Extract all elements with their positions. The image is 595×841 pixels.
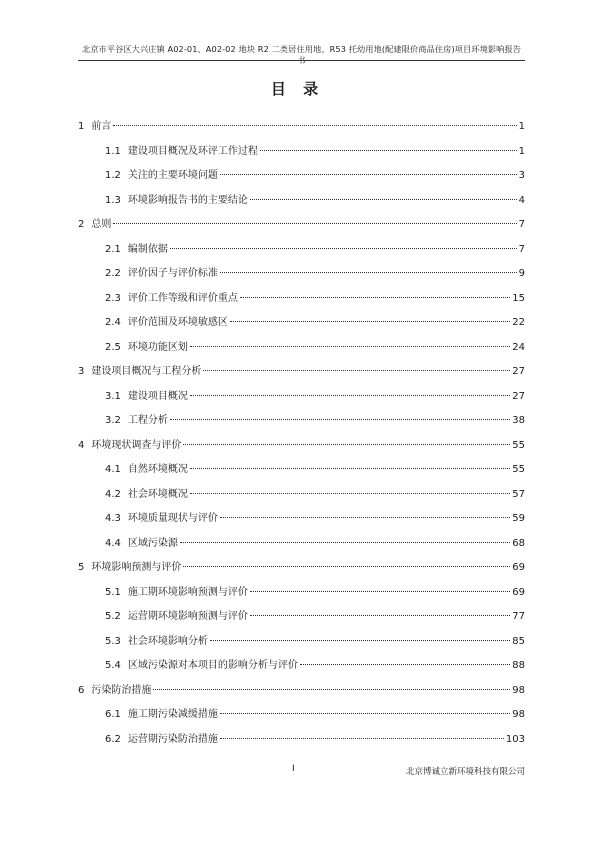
toc-dot-leader — [210, 640, 510, 641]
toc-entry-page: 85 — [512, 635, 525, 647]
toc-entry-number: 4.2 — [105, 488, 121, 500]
toc-entry-page: 4 — [518, 194, 525, 206]
toc-dot-leader — [190, 493, 510, 494]
toc-entry-page: 7 — [518, 219, 525, 230]
toc-entry-title: 建设项目概况与工程分析 — [91, 366, 202, 377]
toc-entry-title: 建设项目概况及环评工作过程 — [127, 145, 258, 157]
toc-entry-number: 2.3 — [105, 292, 121, 304]
toc-dot-leader — [220, 738, 504, 739]
toc-entry-page: 59 — [512, 513, 525, 524]
toc-entry[interactable] — [78, 191, 525, 216]
toc-entry-number: 2.2 — [105, 268, 121, 279]
toc-dot-leader — [113, 223, 516, 224]
toc-entry-title: 污染防治措施 — [91, 684, 152, 696]
toc-entry[interactable] — [78, 387, 525, 412]
toc-dot-leader — [203, 370, 510, 371]
toc-entry-title: 评价范围及环境敏感区 — [127, 317, 228, 328]
toc-dot-leader — [220, 174, 517, 175]
toc-entry-number: 1.2 — [105, 170, 121, 181]
toc-entry-title: 工程分析 — [127, 415, 168, 426]
toc-entry-number: 3.1 — [105, 390, 121, 402]
toc-entry-title: 前言 — [91, 121, 112, 132]
toc-entry[interactable] — [78, 485, 525, 510]
toc-entry-title: 自然环境概况 — [127, 464, 188, 475]
page-title: 目 录 — [270, 80, 325, 98]
toc-entry-page: 22 — [512, 317, 525, 328]
toc-dot-leader — [250, 591, 510, 592]
toc-entry[interactable] — [78, 289, 525, 314]
toc-entry-title: 区域污染源对本项目的影响分析与评价 — [127, 660, 298, 671]
toc-entry-page: 24 — [512, 341, 525, 353]
toc-entry[interactable] — [78, 142, 525, 167]
toc-entry-number: 6.1 — [105, 709, 121, 720]
toc-entry-page: 68 — [512, 537, 525, 549]
toc-entry-title: 区域污染源 — [127, 537, 178, 549]
toc-entry-number: 4 — [78, 439, 85, 451]
toc-entry-title: 环境质量现状与评价 — [127, 513, 218, 524]
toc-entry-page: 57 — [512, 488, 525, 500]
toc-entry-title: 施工期污染减缓措施 — [127, 709, 218, 720]
toc-entry[interactable] — [78, 117, 525, 142]
toc-dot-leader — [153, 689, 510, 690]
toc-entry-title: 建设项目概况 — [127, 390, 188, 402]
toc-entry-page: 9 — [518, 268, 525, 279]
toc-entry[interactable] — [78, 730, 525, 755]
toc-dot-leader — [250, 199, 517, 200]
toc-entry[interactable] — [78, 215, 525, 240]
toc-entry[interactable] — [78, 338, 525, 363]
toc-entry-number: 2.1 — [105, 243, 121, 255]
toc-entry[interactable] — [78, 534, 525, 559]
toc-entry-page: 55 — [512, 464, 525, 475]
toc-entry[interactable] — [78, 656, 525, 681]
toc-entry-number: 5.3 — [105, 635, 121, 647]
toc-entry-page: 98 — [512, 709, 525, 720]
toc-dot-leader — [250, 615, 510, 616]
toc-entry-page: 69 — [512, 586, 525, 598]
toc-entry-title: 环境现状调查与评价 — [91, 439, 182, 451]
toc-entry-number: 4.3 — [105, 513, 121, 524]
toc-entry-title: 总则 — [91, 219, 112, 230]
toc-entry-page: 3 — [518, 170, 525, 181]
toc-entry-title: 社会环境影响分析 — [127, 635, 208, 647]
toc-entry-page: 98 — [512, 684, 525, 696]
header-divider — [78, 60, 525, 61]
toc-entry[interactable] — [78, 632, 525, 657]
toc-entry[interactable] — [78, 460, 525, 485]
toc-entry-page: 103 — [505, 733, 525, 745]
toc-entry-page: 1 — [518, 145, 525, 157]
toc-dot-leader — [220, 272, 517, 273]
toc-entry-number: 1 — [78, 121, 85, 132]
toc-entry-page: 27 — [512, 390, 525, 402]
toc-entry-number: 2.4 — [105, 317, 121, 328]
toc-entry-title: 社会环境概况 — [127, 488, 188, 500]
toc-entry-page: 55 — [512, 439, 525, 451]
toc-entry-number: 1.3 — [105, 194, 121, 206]
toc-dot-leader — [180, 542, 510, 543]
toc-entry[interactable] — [78, 166, 525, 191]
toc-entry[interactable] — [78, 583, 525, 608]
toc-entry-title: 环境功能区划 — [127, 341, 188, 353]
toc-dot-leader — [183, 566, 510, 567]
footer-organization: 北京博诚立新环境科技有限公司 — [405, 767, 525, 777]
toc-entry-page: 69 — [512, 562, 525, 573]
toc-entry-title: 评价工作等级和评价重点 — [127, 292, 238, 304]
toc-dot-leader — [220, 713, 510, 714]
toc-entry-title: 环境影响预测与评价 — [91, 562, 182, 573]
toc-entry-page: 77 — [512, 611, 525, 622]
toc-entry-number: 6 — [78, 684, 85, 696]
toc-entry-number: 2 — [78, 219, 85, 230]
toc-dot-leader — [260, 150, 517, 151]
toc-entry-page: 1 — [518, 121, 525, 132]
toc-entry[interactable] — [78, 362, 525, 387]
toc-entry[interactable] — [78, 411, 525, 436]
toc-dot-leader — [220, 517, 510, 518]
toc-entry-page: 7 — [518, 243, 525, 255]
running-header: 北京市平谷区大兴庄镇 A02-01、A02-02 地块 R2 二类居住用地、R53 托幼用地(配建限价商品住房)项目环境影响报告书 — [81, 44, 522, 65]
toc-entry[interactable] — [78, 607, 525, 632]
toc-dot-leader — [240, 297, 510, 298]
toc-dot-leader — [170, 419, 510, 420]
footer-page-number: I — [292, 764, 295, 774]
table-of-contents — [78, 117, 525, 754]
toc-dot-leader — [190, 395, 510, 396]
toc-entry-title: 编制依据 — [127, 243, 168, 255]
toc-dot-leader — [300, 664, 510, 665]
toc-entry-number: 3 — [78, 366, 85, 377]
toc-entry[interactable] — [78, 240, 525, 265]
toc-entry-number: 4.4 — [105, 537, 121, 549]
toc-entry[interactable] — [78, 509, 525, 534]
toc-entry[interactable] — [78, 436, 525, 461]
toc-dot-leader — [190, 468, 510, 469]
toc-entry-title: 运营期污染防治措施 — [127, 733, 218, 745]
toc-entry-title: 施工期环境影响预测与评价 — [127, 586, 248, 598]
toc-entry[interactable] — [78, 681, 525, 706]
toc-entry-title: 关注的主要环境问题 — [127, 170, 218, 181]
toc-entry[interactable] — [78, 313, 525, 338]
toc-entry[interactable] — [78, 558, 525, 583]
toc-entry-number: 2.5 — [105, 341, 121, 353]
toc-entry-number: 5.2 — [105, 611, 121, 622]
toc-entry-page: 88 — [512, 660, 525, 671]
toc-entry-page: 15 — [512, 292, 525, 304]
toc-entry-number: 3.2 — [105, 415, 121, 426]
toc-entry-number: 1.1 — [105, 145, 121, 157]
toc-entry-page: 38 — [512, 415, 525, 426]
toc-entry-number: 5 — [78, 562, 85, 573]
toc-entry-title: 环境影响报告书的主要结论 — [127, 194, 248, 206]
toc-dot-leader — [183, 444, 510, 445]
toc-dot-leader — [190, 346, 510, 347]
toc-dot-leader — [113, 125, 516, 126]
toc-entry-number: 4.1 — [105, 464, 121, 475]
toc-dot-leader — [230, 321, 510, 322]
toc-entry-page: 27 — [512, 366, 525, 377]
toc-entry[interactable] — [78, 705, 525, 730]
toc-entry-number: 5.1 — [105, 586, 121, 598]
toc-entry[interactable] — [78, 264, 525, 289]
toc-dot-leader — [170, 248, 517, 249]
toc-entry-number: 5.4 — [105, 660, 121, 671]
toc-entry-number: 6.2 — [105, 733, 121, 745]
toc-entry-title: 运营期环境影响预测与评价 — [127, 611, 248, 622]
toc-entry-title: 评价因子与评价标准 — [127, 268, 218, 279]
